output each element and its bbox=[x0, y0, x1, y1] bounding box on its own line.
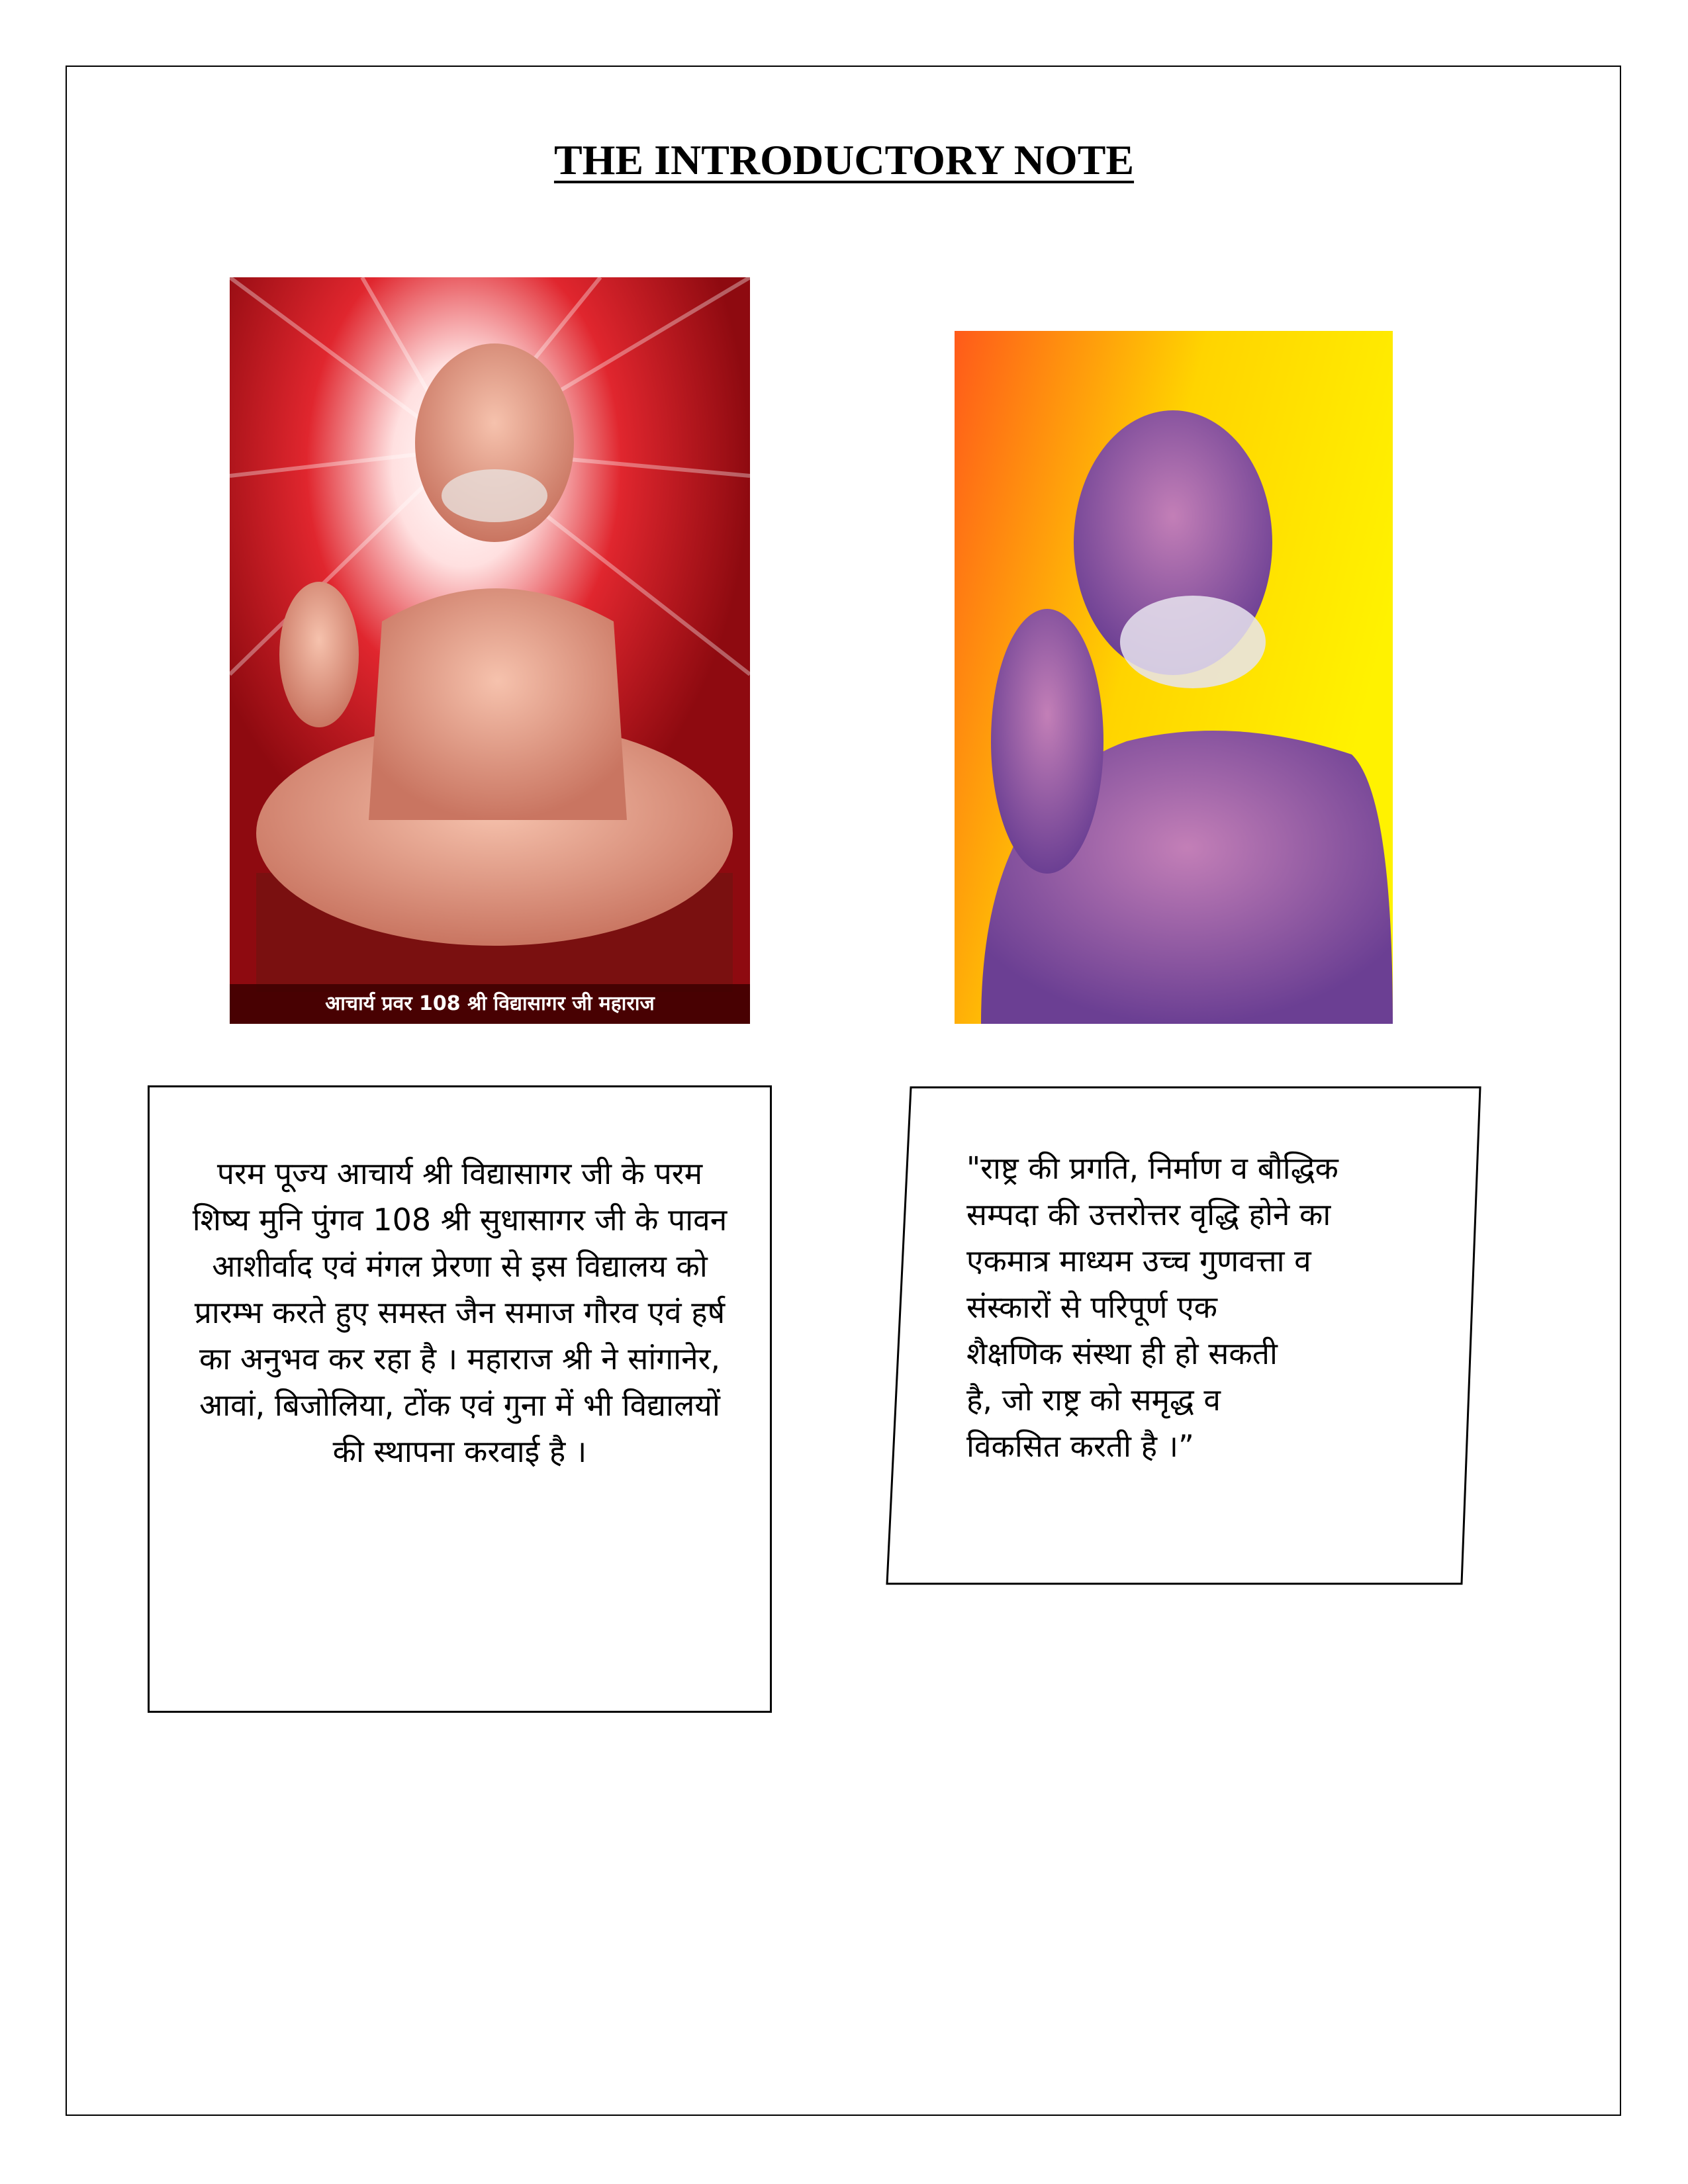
photo-acharya-vidyasagar bbox=[230, 277, 750, 1024]
quote-line: सम्पदा की उत्तरोत्तर वृद्धि होने का bbox=[966, 1197, 1331, 1232]
photo-caption: आचार्य प्रवर 108 श्री विद्यासागर जी महाराज bbox=[230, 984, 750, 1024]
quote-line: है, जो राष्ट्र को समृद्ध व bbox=[966, 1382, 1221, 1418]
photo-muni-sudhasagar bbox=[955, 331, 1393, 1024]
quote-line: "राष्ट्र की प्रगति, निर्माण व बौद्धिक bbox=[966, 1150, 1338, 1186]
intro-text-box-left bbox=[148, 1085, 772, 1713]
monk-portrait-illustration bbox=[230, 277, 750, 1024]
quote-line: विकसित करती है ।” bbox=[966, 1428, 1194, 1464]
quote-line: शैक्षणिक संस्था ही हो सकती bbox=[966, 1336, 1278, 1371]
page-title: THE INTRODUCTORY NOTE bbox=[553, 136, 1135, 183]
intro-paragraph: परम पूज्य आचार्य श्री विद्यासागर जी के परम शिष्य मुनि पुंगव 108 श्री सुधासागर जी के पावन आशीर्वाद एवं मंगल प्रेरणा से इस विद्यालय को प्रारम्भ करते हुए समस्त जैन समाज गौरव एवं हर्ष का अनुभव कर रहा है । महाराज श्री ने सांगानेर, आवां, बिजोलिया, टोंक एवं गुना में भी विद्यालयों की स्थापना करवाई है । bbox=[192, 1156, 727, 1469]
quote-line: एकमात्र माध्यम उच्च गुणवत्ता व bbox=[966, 1243, 1311, 1279]
quote-line: संस्कारों से परिपूर्ण एक bbox=[966, 1289, 1217, 1325]
quote-text bbox=[966, 1145, 1417, 1469]
monk-portrait-illustration bbox=[955, 331, 1393, 1024]
